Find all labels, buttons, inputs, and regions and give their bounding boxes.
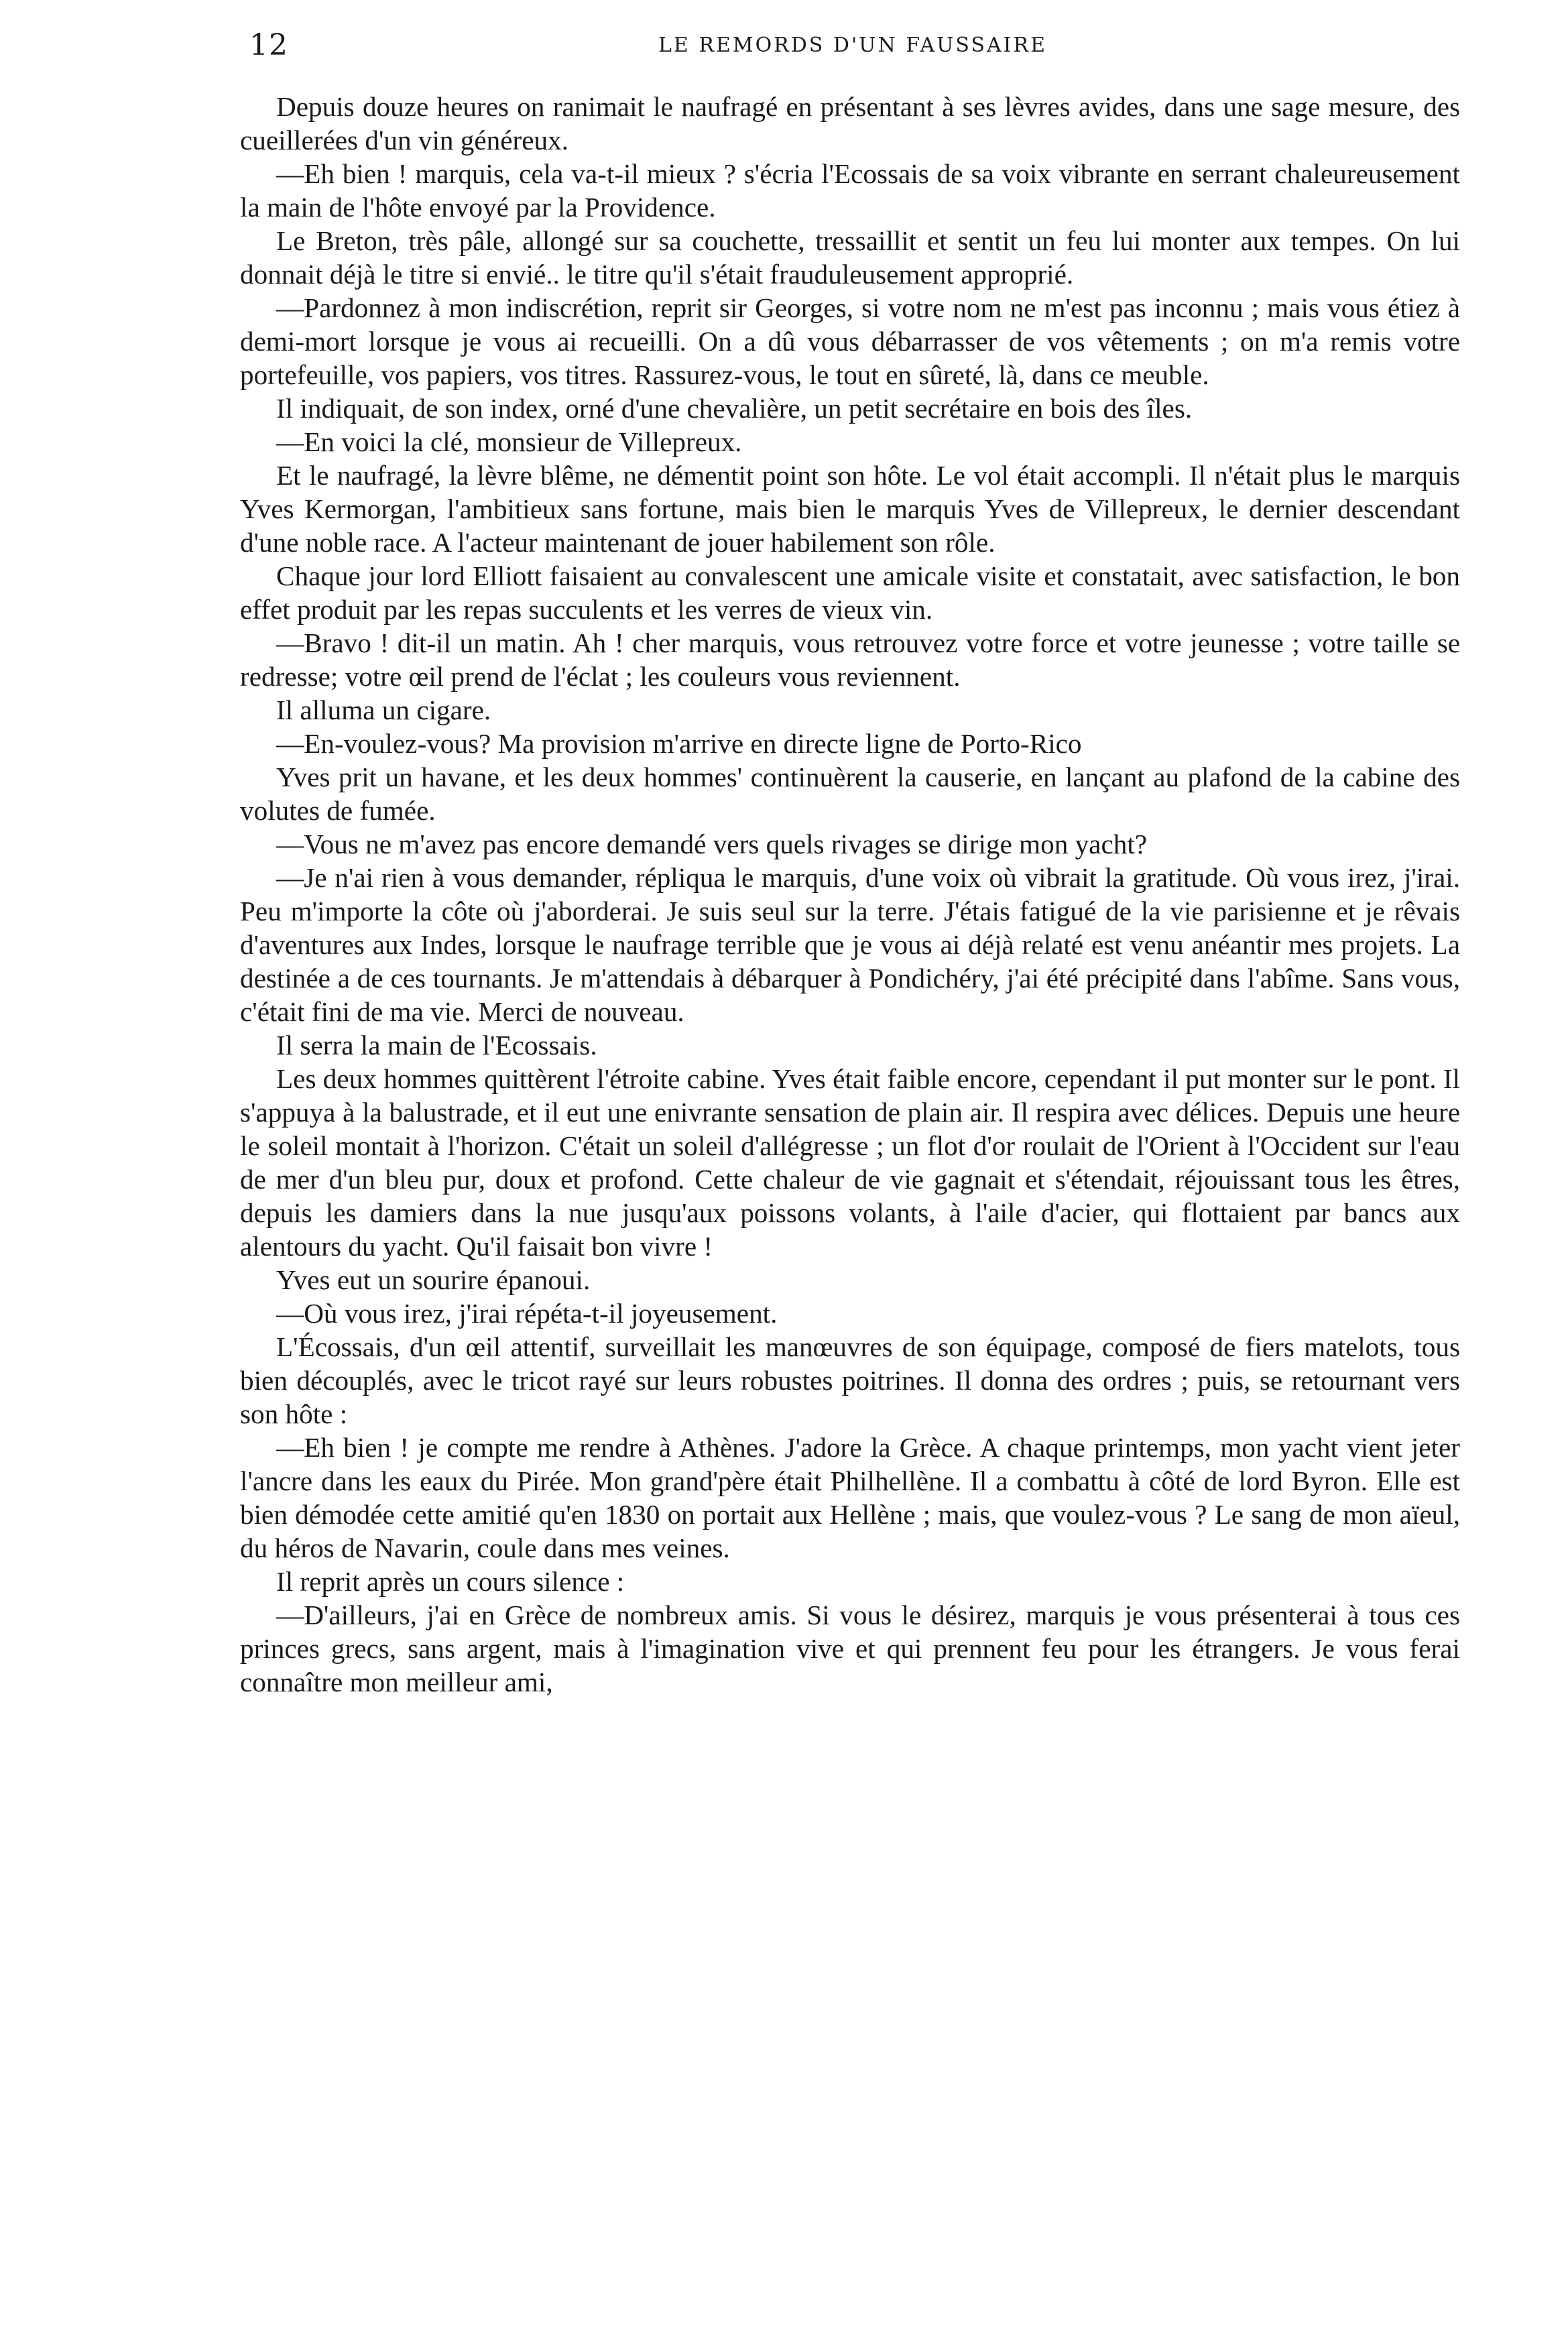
paragraph: Il serra la main de l'Ecossais.: [276, 1030, 597, 1061]
paragraph: L'Écossais, d'un œil attentif, surveillait les manœuvres de son équipage, composé de fiers matelots, tous bien découplés, avec le tricot rayé sur leurs robustes poitrines. Il donna des ordres ; puis, se retournant vers son hôte :: [240, 1331, 1460, 1429]
running-title: LE REMORDS D'UN FAUSSAIRE: [658, 34, 1047, 57]
paragraph: —Eh bien ! je compte me rendre à Athènes. J'adore la Grèce. A chaque printemps, mon yacht vient jeter l'ancre dans les eaux du Pirée. Mon grand'père était Philhellène. Il a combattu à côté de lord Byron. Elle est bien démodée cette amitié qu'en 1830 on portait aux Hellène ; mais, que voulez-vous ? Le sang de mon aïeul, du héros de Navarin, coule dans mes veines.: [240, 1432, 1460, 1563]
paragraph: Le Breton, très pâle, allongé sur sa couchette, tressaillit et sentit un feu lui monter aux tempes. On lui donnait déjà le titre si envié.. le titre qu'il s'était frauduleusement approprié.: [240, 225, 1460, 290]
paragraph: Chaque jour lord Elliott faisaient au convalescent une amicale visite et constatait, avec satisfaction, le bon effet produit par les repas succulents et les verres de vieux vin.: [240, 560, 1460, 625]
paragraph: Il indiquait, de son index, orné d'une chevalière, un petit secrétaire en bois des îles.: [276, 393, 1193, 424]
paragraph: —Eh bien ! marquis, cela va-t-il mieux ? s'écria l'Ecossais de sa voix vibrante en serrant chaleureusement la main de l'hôte envoyé par la Providence.: [240, 158, 1460, 223]
page-number: 12: [249, 28, 288, 62]
paragraph: Et le naufragé, la lèvre blême, ne démentit point son hôte. Le vol était accompli. Il n'était plus le marquis Yves Kermorgan, l'ambitieux sans fortune, mais bien le marquis Yves de Villepreux, le dernier descendant d'une noble race. A l'acteur maintenant de jouer habilement son rôle.: [240, 460, 1460, 558]
paragraph: Depuis douze heures on ranimait le naufragé en présentant à ses lèvres avides, dans une sage mesure, des cueillerées d'un vin généreux.: [240, 91, 1460, 156]
page-header: [243, 28, 1463, 62]
paragraph: Yves prit un havane, et les deux hommes' continuèrent la causerie, en lançant au plafond de la cabine des volutes de fumée.: [240, 762, 1460, 826]
paragraph: Il alluma un cigare.: [276, 695, 491, 725]
paragraph: Il reprit après un cours silence :: [276, 1566, 625, 1597]
paragraph: —Pardonnez à mon indiscrétion, reprit sir Georges, si votre nom ne m'est pas inconnu ; mais vous étiez à demi-mort lorsque je vous ai recueilli. On a dû vous débarrasser de vos vêtements ; on m'a remis votre portefeuille, vos papiers, vos titres. Rassurez-vous, le tout en sûreté, là, dans ce meuble.: [240, 292, 1460, 390]
paragraph: —Vous ne m'avez pas encore demandé vers quels rivages se dirige mon yacht?: [276, 829, 1148, 859]
paragraph: —En voici la clé, monsieur de Villepreux.: [276, 426, 742, 457]
paragraph: —Bravo ! dit-il un matin. Ah ! cher marquis, vous retrouvez votre force et votre jeunesse ; votre taille se redresse; votre œil prend de l'éclat ; les couleurs vous reviennent.: [240, 627, 1460, 692]
body-text: [240, 90, 1460, 1699]
paragraph: —En-voulez-vous? Ma provision m'arrive en directe ligne de Porto-Rico: [276, 728, 1082, 759]
paragraph: Yves eut un sourire épanoui.: [276, 1264, 591, 1295]
paragraph: Les deux hommes quittèrent l'étroite cabine. Yves était faible encore, cependant il put monter sur le pont. Il s'appuya à la balustrade, et il eut une enivrante sensation de plain air. Il respira avec délices. Depuis une heure le soleil montait à l'horizon. C'était un soleil d'allégresse ; un flot d'or roulait de l'Orient à l'Occident sur l'eau de mer d'un bleu pur, doux et profond. Cette chaleur de vie gagnait et s'étendait, réjouissant tous les êtres, depuis les damiers dans la nue jusqu'aux poissons volants, à l'aile d'acier, qui flottaient par bancs aux alentours du yacht. Qu'il faisait bon vivre !: [240, 1063, 1460, 1262]
paragraph: —Où vous irez, j'irai répéta-t-il joyeusement.: [276, 1298, 778, 1329]
paragraph: —Je n'ai rien à vous demander, répliqua le marquis, d'une voix où vibrait la gratitude. Où vous irez, j'irai. Peu m'importe la côte où j'aborderai. Je suis seul sur la terre. J'étais fatigué de la vie parisienne et je rêvais d'aventures aux Indes, lorsque le naufrage terrible que je vous ai déjà relaté est venu anéantir mes projets. La destinée a de ces tournants. Je m'attendais à débarquer à Pondichéry, j'ai été précipité dans l'abîme. Sans vous, c'était fini de ma vie. Merci de nouveau.: [240, 862, 1460, 1027]
paragraph: —D'ailleurs, j'ai en Grèce de nombreux amis. Si vous le désirez, marquis je vous présenterai à tous ces princes grecs, sans argent, mais à l'imagination vive et qui prennent feu pour les étrangers. Je vous ferai connaître mon meilleur ami,: [240, 1600, 1460, 1697]
